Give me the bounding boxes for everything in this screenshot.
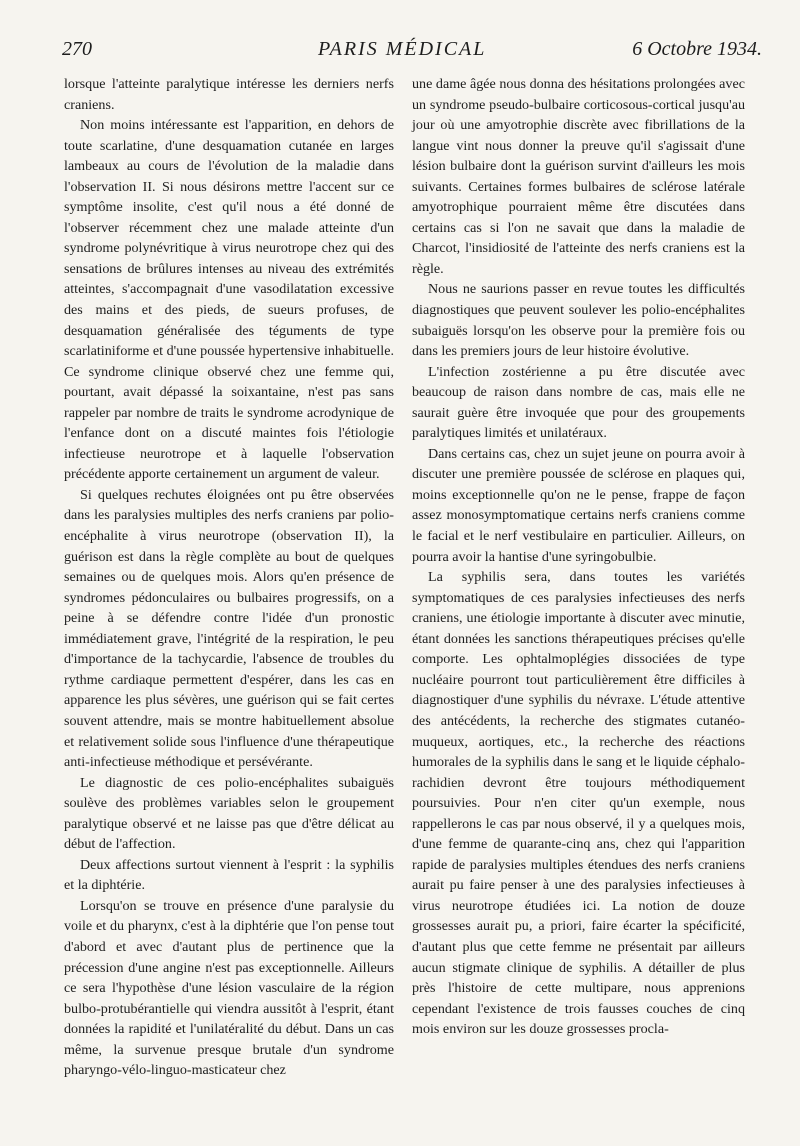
paragraph: lorsque l'atteinte paralytique intéresse les derniers nerfs craniens. [64,76,394,113]
left-column [64,74,394,1081]
paragraph: Non moins intéressante est l'apparition, en dehors de toute scarlatine, d'une desquamation cutanée en larges lambeaux au cours de l'évolution de la maladie dans l'observation II. Si nous désirons mettre l'accent sur ce symptôme insolite, c'est qu'il nous a été donné de l'observer récemment chez une malade atteinte d'un syndrome polynévritique à virus neurotrope chez qui des sensations de brûlures intenses au niveau des extrémités atteintes, s'accompagnait d'une vasodilatation excessive des mains et des pieds, de sueurs profuses, de desquamation généralisée des téguments de type scarlatiniforme et d'une poussée hypertensive inhabituelle. Ce syndrome clinique observé chez une femme qui, pourtant, avait dépassé la soixantaine, n'est pas sans rappeler par nombre de traits le syndrome acrodynique de l'enfance dont on a discuté maintes fois l'étiologie infectieuse neurotrope et à laquelle l'observation précédente apporte certainement un argument de valeur. [64,117,394,483]
paragraph: une dame âgée nous donna des hésitations prolongées avec un syndrome pseudo-bulbaire corticosous-cortical jusqu'au jour où une amyotrophie discrète avec fibrillations de la langue vint nous donner la preuve qu'il s'agissait d'une lésion bulbaire dont la guérison survint d'ailleurs les mois suivants. Certaines formes bulbaires de sclérose latérale amyotrophique pourraient même être discutées dans certains cas si l'on ne savait que dans la maladie de Charcot, l'insidiosité de l'atteinte des nerfs craniens est la règle. [412,76,745,277]
paragraph: Deux affections surtout viennent à l'esprit : la syphilis et la diphtérie. [64,856,394,894]
paragraph: Nous ne saurions passer en revue toutes les difficultés diagnostiques que peuvent soulever les polio-encéphalites subaiguës lorsqu'on les observe pour la première fois ou dans les premiers jours de leur histoire évolutive. [412,281,745,360]
page-header [62,38,762,70]
paragraph: Le diagnostic de ces polio-encéphalites subaiguës soulève des problèmes variables selon le groupement paralytique observé et ne laisse pas que d'être délicat au début de l'affection. [64,774,394,853]
paragraph: L'infection zostérienne a pu être discutée avec beaucoup de raison dans nombre de cas, mais elle ne saurait guère être invoquée que pour des groupements paralytiques limités et unilatéraux. [412,363,745,442]
paragraph: La syphilis sera, dans toutes les variétés symptomatiques de ces paralysies infectieuses des nerfs craniens, une étiologie importante à discuter avec minutie, étant données les sanctions thérapeutiques précises qu'elle comporte. Les ophtalmoplégies dissociées de type nucléaire pourront tout particulièrement être difficiles à diagnostiquer d'une syphilis du névraxe. L'étude attentive des antécédents, la recherche des stigmates cutanéo-muqueux, aortiques, etc., la recherche des réactions humorales de la syphilis dans le sang et le liquide céphalo-rachidien devront être toujours méthodiquement poursuivies. Pour n'en citer qu'un exemple, nous rappellerons le cas par nous observé, il y a quelques mois, d'une femme de quarante-cinq ans, chez qui l'apparition rapide de paralysies multiples étendues des nerfs craniens aurait pu faire penser à une des paralysies infectieuses à virus neurotrope étudiées ici. La notion de douze grossesses aurait pu, a priori, faire écarter la spécificité, d'autant plus que cette femme ne présentait par ailleurs aucun stigmate clinique de syphilis. A détailler de plus près l'histoire de cette multipare, nous apprenions cependant l'existence de trois fausses couches de cinq mois environ sur les douze grossesses procla- [412,569,745,1038]
journal-title: PARIS MÉDICAL [318,38,487,60]
paragraph: Si quelques rechutes éloignées ont pu être observées dans les paralysies multiples des nerfs craniens par polio-encéphalite à virus neurotrope (observation II), la guérison est dans la règle complète au bout de quelques semaines ou de quelques mois. Alors qu'en présence de syndromes pédonculaires ou bulbaires progressifs, on a peine à se défendre contre l'idée d'un pronostic immédiatement grave, l'intégrité de la respiration, le peu d'importance de la tachycardie, l'absence de troubles du rythme cardiaque permettent d'espérer, dans les cas en apparence les plus sévères, une guérison qui se fait certes souvent attendre, mais se montre habituellement absolue et relativement solide sous l'influence d'une thérapeutique anti-infectieuse méthodique et persévérante. [64,486,394,771]
paragraph: Lorsqu'on se trouve en présence d'une paralysie du voile et du pharynx, c'est à la diphtérie que l'on pense tout d'abord et avec d'autant plus de pertinence que la précession d'une angine n'est pas exceptionnelle. Ailleurs ce sera l'hypothèse d'une lésion vasculaire de la région bulbo-protubérantielle qui viendra aussitôt à l'esprit, étant données la rapidité et l'unilatéralité du début. Dans un cas même, la survenue presque brutale d'un syndrome pharyngo-vélo-linguo-masticateur chez [64,897,394,1079]
issue-date: 6 Octobre 1934. [632,38,762,60]
paragraph: Dans certains cas, chez un sujet jeune on pourra avoir à discuter une première poussée de sclérose en plaques qui, moins exceptionnelle qu'on ne le pense, frappe de façon assez monosymptomatique certains nerfs craniens comme le facial et le nerf vestibulaire en particulier. Ailleurs, on pourra avoir la hantise d'une syringobulbie. [412,445,745,565]
right-column [412,74,745,1040]
page-number: 270 [62,38,92,60]
